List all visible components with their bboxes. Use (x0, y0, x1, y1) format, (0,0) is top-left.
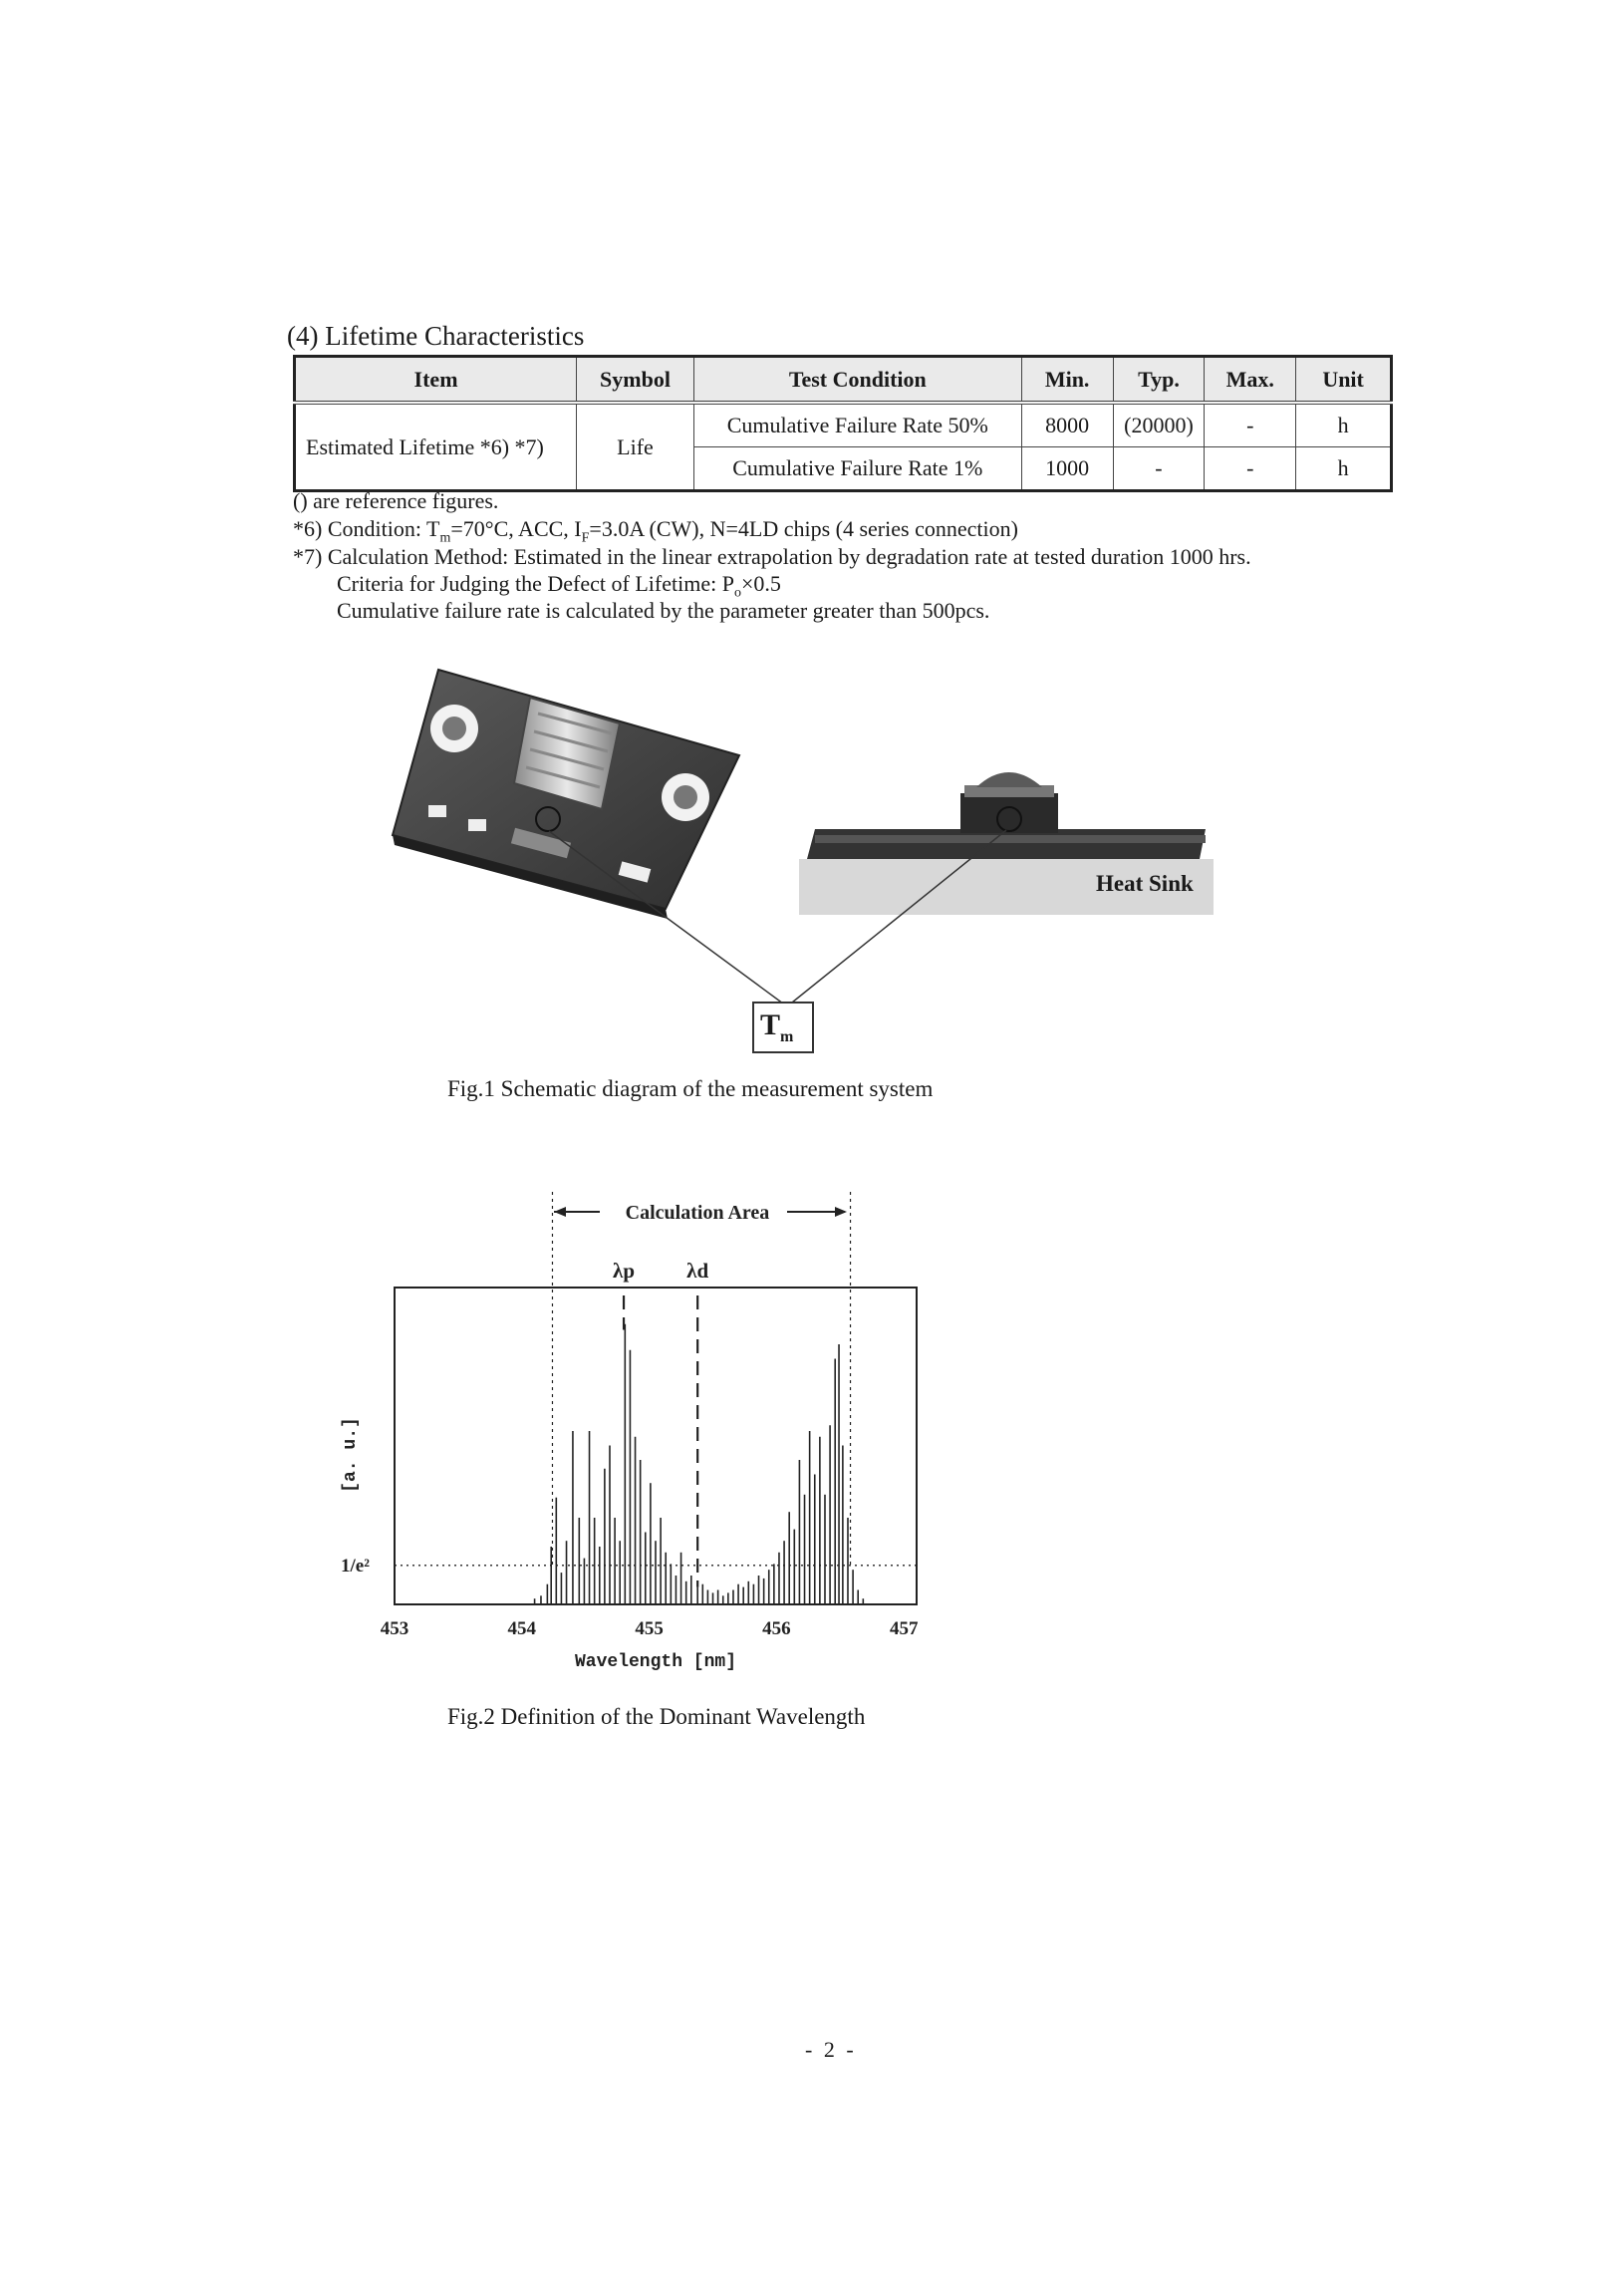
tm-label (760, 1008, 793, 1046)
criteria-text-b: ×0.5 (740, 571, 781, 596)
note-6-sub-f: F (581, 530, 590, 546)
arrow-right-icon (835, 1207, 847, 1217)
figure-1-caption: Fig.1 Schematic diagram of the measurement system (447, 1076, 934, 1101)
x-tick-label: 453 (380, 1618, 409, 1639)
x-tick-label: 457 (889, 1618, 919, 1639)
max-cell: - (1205, 447, 1296, 491)
header-unit: Unit (1296, 357, 1392, 404)
tm-label-t: T (760, 1008, 781, 1041)
header-item: Item (295, 357, 577, 404)
mount-hole-inner-icon (442, 717, 466, 740)
condition-cell: Cumulative Failure Rate 50% (693, 403, 1021, 447)
lambda-p-label: λp (613, 1259, 636, 1283)
min-cell: 1000 (1021, 447, 1113, 491)
note-6-text-c: =3.0A (CW), N=4LD chips (4 series connection) (589, 516, 1018, 541)
typ-cell: - (1113, 447, 1205, 491)
page-number: - 2 - (805, 2037, 857, 2062)
figure-2-caption: Fig.2 Definition of the Dominant Wavelength (447, 1704, 866, 1729)
note-reference: () are reference figures. (293, 488, 499, 513)
threshold-label: 1/e² (341, 1555, 370, 1577)
header-test-condition: Test Condition (693, 357, 1021, 404)
spectrum-chart (329, 1186, 947, 1684)
note-6 (293, 516, 1018, 546)
min-cell: 8000 (1021, 403, 1113, 447)
header-symbol: Symbol (577, 357, 694, 404)
criteria-text-a: Criteria for Judging the Defect of Lifetime: P (337, 571, 734, 596)
item-cell: Estimated Lifetime *6) *7) (295, 403, 577, 491)
x-tick-label: 455 (635, 1618, 664, 1639)
condition-cell: Cumulative Failure Rate 1% (693, 447, 1021, 491)
note-7: *7) Calculation Method: Estimated in the linear extrapolation by degradation rate at tested duration 1000 hrs. (293, 544, 1251, 569)
lambda-d-label: λd (686, 1259, 709, 1283)
y-axis-label: [a. u.] (341, 1417, 361, 1493)
section-title: (4) Lifetime Characteristics (287, 321, 585, 351)
header-max: Max. (1205, 357, 1296, 404)
ld-module-image (393, 670, 739, 919)
figure-1-diagram (379, 658, 1255, 1056)
calc-area-label: Calculation Area (625, 1202, 770, 1224)
note-cumulative: Cumulative failure rate is calculated by the parameter greater than 500pcs. (337, 598, 990, 623)
x-tick-label: 456 (762, 1618, 791, 1639)
note-6-text-a: *6) Condition: T (293, 516, 440, 541)
table-row (295, 403, 1392, 447)
lifetime-table (293, 355, 1393, 492)
x-tick-label: 454 (507, 1618, 537, 1639)
unit-cell: h (1296, 403, 1392, 447)
mount-hole-inner-icon (674, 785, 697, 809)
table-header-row (295, 357, 1392, 404)
heat-sink-label: Heat Sink (1096, 871, 1194, 896)
header-min: Min. (1021, 357, 1113, 404)
note-6-sub-m: m (439, 530, 451, 546)
spectrum-series (535, 1324, 864, 1603)
tm-label-sub: m (780, 1028, 794, 1045)
typ-cell: (20000) (1113, 403, 1205, 447)
x-axis-label: Wavelength [nm] (574, 1652, 737, 1672)
symbol-cell: Life (577, 403, 694, 491)
criteria-sub-o: o (733, 585, 741, 601)
note-criteria (337, 571, 781, 601)
unit-cell: h (1296, 447, 1392, 491)
header-typ: Typ. (1113, 357, 1205, 404)
lens-side-icon (976, 772, 1042, 787)
max-cell: - (1205, 403, 1296, 447)
note-6-text-b: =70°C, ACC, I (450, 516, 582, 541)
arrow-left-icon (554, 1207, 566, 1217)
